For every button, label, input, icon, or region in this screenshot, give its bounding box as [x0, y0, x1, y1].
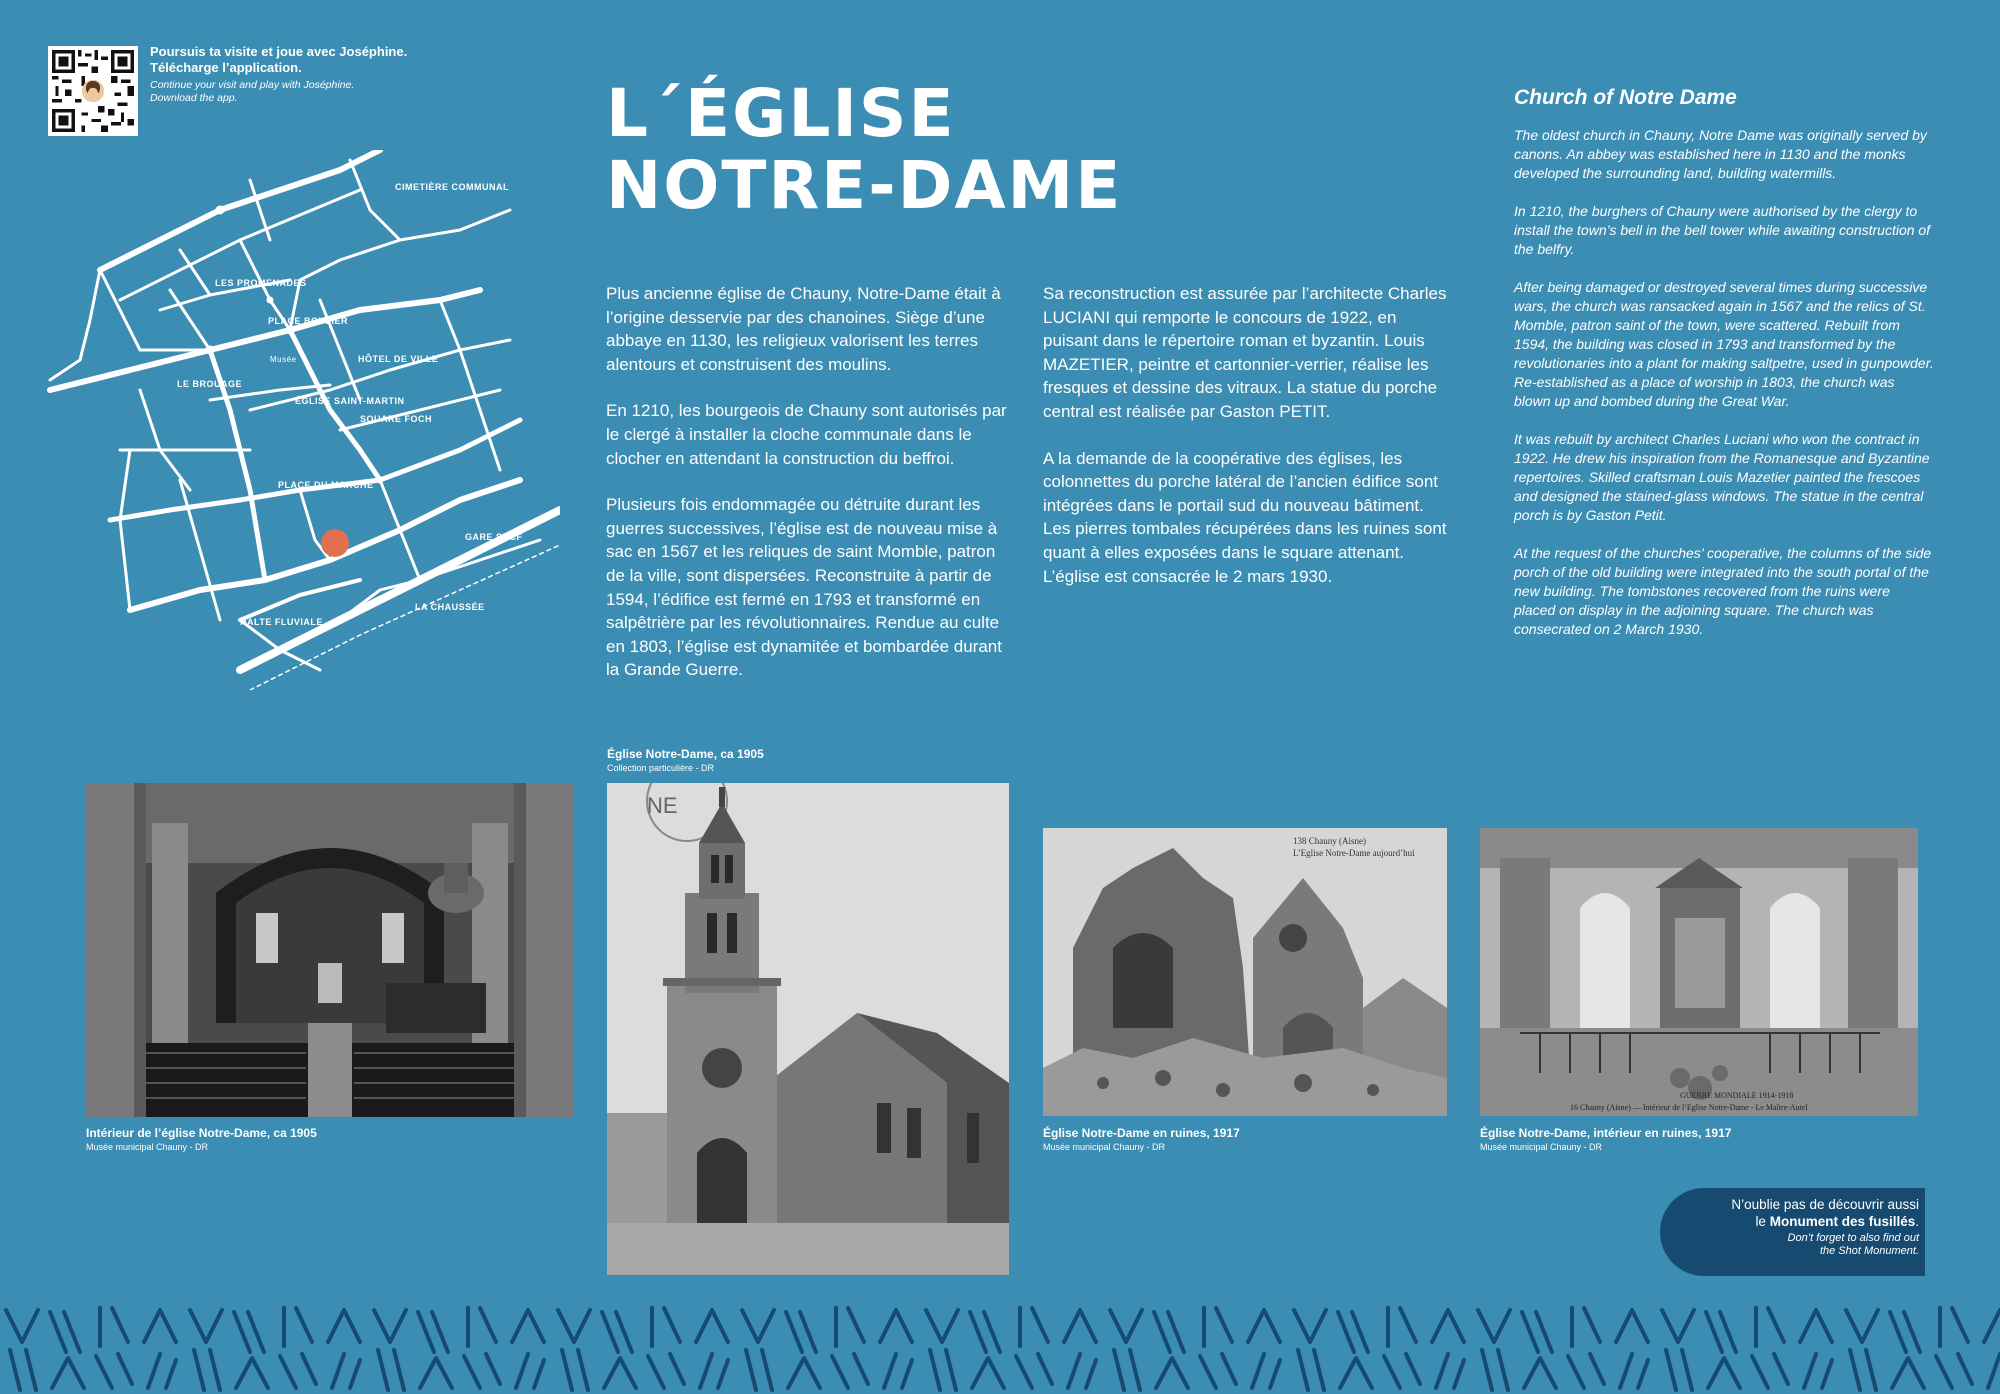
map-label-gare-sncf: GARE SNCF	[465, 532, 523, 542]
photo-interior-1905	[86, 783, 574, 1117]
photo-interior-ruins-1917	[1480, 828, 1918, 1116]
callout-line2-prefix: le	[1755, 1214, 1770, 1229]
photo-caption-1	[86, 1126, 317, 1153]
en-paragraph-4: It was rebuilt by architect Charles Luciani who won the contract in 1922. He drew his inspiration from the Romanesque and Byzantine repertoires. Skilled craftsman Louis Mazetier painted the frescoes and designed the stained-glass windows. The statue in the central porch is by Gaston Petit.	[1514, 431, 1930, 523]
english-title: Church of Notre Dame	[1514, 86, 1737, 109]
callout-en	[1660, 1232, 1919, 1258]
photo-2-credit: Collection particulière - DR	[607, 763, 715, 773]
qr-en-text	[150, 79, 450, 105]
fr-paragraph-2: En 1210, les bourgeois de Chauny sont autorisés par le clergé à installer la cloche communale dans le clocher en attendant la construction du beffroi.	[606, 401, 1007, 468]
postcard-4-line1: GUERRE MONDIALE 1914-1918	[1680, 1091, 1794, 1100]
french-column-1	[606, 282, 1010, 705]
map-label-musee: Musée	[270, 355, 297, 364]
callout-monument-name: Monument des fusillés	[1769, 1214, 1916, 1229]
en-paragraph-3: After being damaged or destroyed several times during successive wars, the church was ransacked again in 1567 and the relics of St. Momble, patron saint of the town, were scattered. Rebuilt from 1594, the building was closed in 1793 and transformed by the revolutionaries into a plant for making saltpetre, used in gunpowder. Re-established as a place of worship in 1803, the church was blown up and bombed during the Great War.	[1514, 279, 1934, 409]
postcard-3-line2: L’Eglise Notre-Dame aujourd’hui	[1293, 848, 1415, 858]
callout-en-line2: the Shot Monument.	[1819, 1245, 1919, 1257]
pattern-strokes	[6, 1308, 2000, 1390]
english-column	[1514, 86, 1934, 658]
decorative-pattern-band	[0, 1302, 2000, 1394]
qr-caption	[150, 44, 450, 105]
map-label-hotel-de-ville: HÔTEL DE VILLE	[358, 354, 439, 364]
map-label-la-chaussee: LA CHAUSSÉE	[415, 602, 485, 612]
photo-caption-4	[1480, 1126, 1731, 1153]
callout-line2	[1660, 1213, 1919, 1230]
map-label-cimetiere: CIMETIÈRE COMMUNAL	[395, 182, 509, 192]
photo-1-credit: Musée municipal Chauny - DR	[86, 1142, 209, 1152]
title-line2: NOTRE-DAME	[606, 147, 1123, 224]
qr-en-line1: Continue your visit and play with Joséphine.	[150, 79, 355, 91]
street-map	[40, 150, 560, 690]
callout-line2-suffix: .	[1915, 1214, 1919, 1229]
photo-ruins-1917	[1043, 828, 1447, 1116]
fr-paragraph-1: Plus ancienne église de Chauny, Notre-Dame était à l’origine desservie par des chanoines. Siège d’une abbaye en 1130, les religieux valorisent les terres alentours et construisent des moulins.	[606, 284, 1001, 374]
fr-paragraph-4: Sa reconstruction est assurée par l’architecte Charles LUCIANI qui remporte le concours de 1922, en puisant dans le répertoire roman et byzantin. Louis MAZETIER, peintre et cartonnier-verrier, réalise les fresques et dessine des vitraux. La statue du porche central est réalisée par Gaston PETIT.	[1043, 284, 1447, 421]
map-label-place-du-marche: PLACE DU MARCHÉ	[278, 480, 374, 490]
photo-3-credit: Musée municipal Chauny - DR	[1043, 1142, 1166, 1152]
photo-3-title: Église Notre-Dame en ruines, 1917	[1043, 1126, 1240, 1140]
callout-line1: N’oublie pas de découvrir aussi	[1731, 1197, 1919, 1212]
photo-1-title: Intérieur de l’église Notre-Dame, ca 1905	[86, 1126, 317, 1140]
fr-paragraph-5: A la demande de la coopérative des églises, les colonnettes du porche latéral de l’ancien édifice sont intégrées dans le portail sud du nouveau bâtiment. Les pierres tombales récupérées dans les ruines sont quant à elles exposées dans le square attenant. L’église est consacrée le 2 mars 1930.	[1043, 448, 1447, 586]
fr-paragraph-3: Plusieurs fois endommagée ou détruite durant les guerres successives, l’église est de nouveau mise à sac en 1567 et les reliques de saint Momble, patron de la ville, sont dispersées. Reconstruite à partir de 1594, l’édifice est fermé en 1793 et transformé en salpêtrière par les révolutionnaires. Rendue au culte en 1803, l’église est dynamitée et bombardée durant la Grande Guerre.	[606, 495, 1002, 680]
page-title	[606, 75, 1206, 224]
postcard-4-line2: 16 Chauny (Aisne) — Intérieur de l’Eglise Notre-Dame - Le Maître-Autel	[1570, 1103, 1808, 1112]
photo-caption-3	[1043, 1126, 1240, 1153]
photo-4-credit: Musée municipal Chauny - DR	[1480, 1142, 1603, 1152]
photo-exterior-1905	[607, 783, 1009, 1275]
qr-fr-line1: Poursuis ta visite et joue avec Joséphine.	[150, 44, 408, 59]
callout-en-line1: Don’t forget to also find out	[1787, 1232, 1919, 1244]
en-paragraph-5: At the request of the churches’ cooperative, the columns of the side porch of the old building were integrated into the south portal of the new building. The tombstones recovered from the ruins were placed on display in the adjoining square. The church was consecrated on 2 March 1930.	[1514, 545, 1932, 637]
french-column-2	[1043, 282, 1447, 611]
title-line1: L´ÉGLISE	[606, 75, 956, 152]
postcard-stamp-text: NE	[647, 793, 678, 818]
qr-fr-line2: Télécharge l’application.	[150, 60, 302, 75]
photo-caption-2	[607, 747, 764, 774]
map-label-square-foch: SQUARE FOCH	[360, 414, 433, 424]
map-label-halte-fluviale: HALTE FLUVIALE	[240, 617, 323, 627]
postcard-3-line1: 138 Chauny (Aisne)	[1293, 836, 1366, 846]
monument-callout	[1660, 1188, 1925, 1276]
map-label-eglise-saint-martin: ÉGLISE SAINT-MARTIN	[295, 396, 405, 406]
photo-2-title: Église Notre-Dame, ca 1905	[607, 747, 764, 761]
qr-code[interactable]	[48, 46, 138, 136]
qr-en-line2: Download the app.	[150, 92, 238, 104]
map-label-brouage: LE BROUAGE	[177, 379, 243, 389]
photo-4-title: Église Notre-Dame, intérieur en ruines, 1917	[1480, 1126, 1732, 1140]
map-label-place-bouzier: PLACE BOUZIER	[268, 316, 349, 326]
en-paragraph-2: In 1210, the burghers of Chauny were authorised by the clergy to install the town’s bell in the bell tower while awaiting construction of the belfry.	[1514, 203, 1931, 257]
church-location-marker	[321, 529, 349, 557]
en-paragraph-1: The oldest church in Chauny, Notre Dame was originally served by canons. An abbey was established here in 1130 and the monks developed the surrounding land, building watermills.	[1514, 127, 1927, 181]
map-label-promenades: LES PROMENADES	[215, 278, 307, 288]
